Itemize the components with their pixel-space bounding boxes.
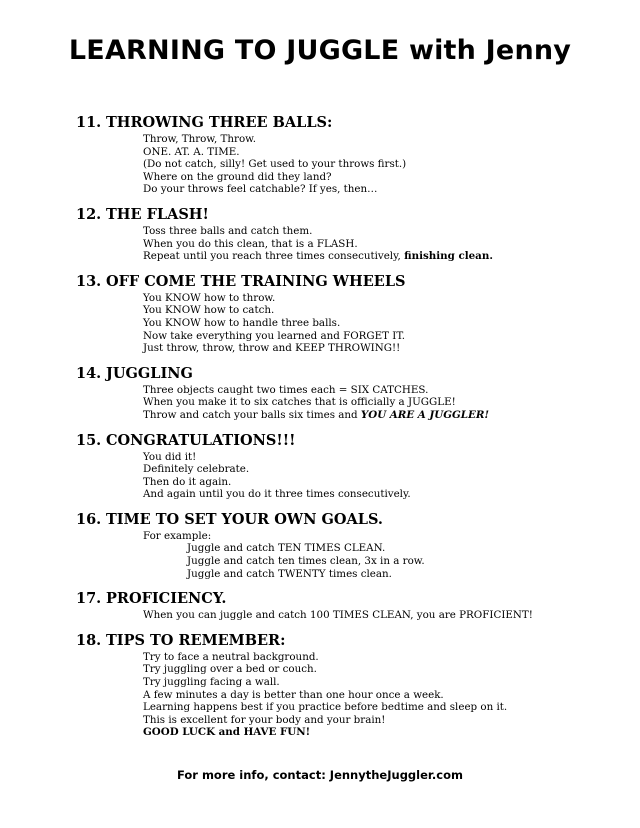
section-title: CONGRATULATIONS!!! xyxy=(106,431,296,449)
section-line: When you can juggle and catch 100 TIMES CLEAN, you are PROFICIENT! xyxy=(143,609,533,622)
section-number: 16. xyxy=(76,510,102,528)
section-line: You did it! xyxy=(143,450,197,463)
section-juggling xyxy=(76,364,616,422)
section-number: 13. xyxy=(76,272,102,290)
section-line: Try juggling facing a wall. xyxy=(143,676,280,689)
section-own-goals xyxy=(76,510,616,580)
section-line: This is excellent for your body and your brain! xyxy=(143,713,386,726)
section-line: Do your throws feel catchable? If yes, then… xyxy=(143,183,378,196)
section-number: 15. xyxy=(76,431,102,449)
section-title: THE FLASH! xyxy=(106,205,209,223)
sections-list xyxy=(76,113,616,748)
section-title: JUGGLING xyxy=(106,364,193,382)
goal-item: Juggle and catch TWENTY times clean. xyxy=(187,567,392,580)
section-line: Now take everything you learned and FORGET IT. xyxy=(143,329,405,342)
section-title: PROFICIENCY. xyxy=(106,590,227,608)
section-body xyxy=(143,651,616,739)
section-congratulations xyxy=(76,431,616,501)
line-bold-italic-text: YOU ARE A JUGGLER! xyxy=(360,408,489,421)
section-number: 18. xyxy=(76,631,102,649)
line-bold-text: finishing clean. xyxy=(404,250,493,263)
section-proficiency xyxy=(76,589,616,622)
section-number: 14. xyxy=(76,364,102,382)
section-body xyxy=(143,384,616,422)
section-the-flash xyxy=(76,205,616,263)
section-line: You KNOW how to handle three balls. xyxy=(143,316,341,329)
section-line: Then do it again. xyxy=(143,475,232,488)
section-line: Toss three balls and catch them. xyxy=(143,224,313,237)
section-line: Just throw, throw, throw and KEEP THROWING!! xyxy=(143,342,401,355)
section-number: 17. xyxy=(76,590,102,608)
section-number: 11. xyxy=(76,114,102,131)
section-title: TIPS TO REMEMBER: xyxy=(106,631,286,649)
section-line: When you make it to six catches that is officially a JUGGLE! xyxy=(143,396,456,409)
section-heading xyxy=(76,205,616,225)
section-title: THROWING THREE BALLS: xyxy=(106,114,333,131)
section-line: ONE. AT. A. TIME. xyxy=(143,145,240,158)
section-line: Where on the ground did they land? xyxy=(143,170,332,183)
section-line: When you do this clean, that is a FLASH. xyxy=(143,237,358,250)
section-line: You KNOW how to catch. xyxy=(143,304,275,317)
page-title: LEARNING TO JUGGLE with Jenny xyxy=(68,35,572,66)
section-body xyxy=(143,451,616,501)
section-heading xyxy=(76,631,616,651)
line-plain-text: Repeat until you reach three times consecutively, xyxy=(143,250,405,263)
section-body xyxy=(143,133,616,196)
section-heading xyxy=(76,272,616,292)
section-line: Definitely celebrate. xyxy=(143,463,250,476)
section-line: Learning happens best if you practice before bedtime and sleep on it. xyxy=(143,701,508,714)
section-line: Try juggling over a bed or couch. xyxy=(143,663,317,676)
closing-line: GOOD LUCK and HAVE FUN! xyxy=(143,726,311,739)
section-line-mixed xyxy=(143,250,616,263)
section-line: Three objects caught two times each = SIX CATCHES. xyxy=(143,383,429,396)
section-heading xyxy=(76,113,616,133)
section-body xyxy=(143,225,616,263)
section-body xyxy=(143,292,616,355)
footer-contact: For more info, contact: JennytheJuggler.com xyxy=(176,768,463,782)
section-line: Try to face a neutral background. xyxy=(143,650,319,663)
section-body xyxy=(143,609,616,622)
section-number: 12. xyxy=(76,205,102,223)
section-heading xyxy=(76,364,616,384)
section-heading xyxy=(76,589,616,609)
section-title: TIME TO SET YOUR OWN GOALS. xyxy=(106,510,383,528)
section-title: OFF COME THE TRAINING WHEELS xyxy=(106,272,406,290)
section-line: Throw, Throw, Throw. xyxy=(143,133,257,145)
section-heading xyxy=(76,510,616,530)
section-tips xyxy=(76,631,616,739)
section-body xyxy=(143,530,616,580)
goal-item: Juggle and catch TEN TIMES CLEAN. xyxy=(187,542,386,555)
section-line-mixed xyxy=(143,409,616,422)
section-line: (Do not catch, silly! Get used to your throws first.) xyxy=(143,158,407,171)
section-line: You KNOW how to throw. xyxy=(143,291,276,304)
section-line: A few minutes a day is better than one hour once a week. xyxy=(143,688,444,701)
section-line: And again until you do it three times consecutively. xyxy=(143,488,411,501)
section-training-wheels xyxy=(76,272,616,355)
section-throwing-three-balls xyxy=(76,113,616,196)
line-plain-text: Throw and catch your balls six times and xyxy=(143,408,361,421)
section-heading xyxy=(76,431,616,451)
section-intro: For example: xyxy=(143,529,212,542)
goal-item: Juggle and catch ten times clean, 3x in a row. xyxy=(187,555,425,568)
